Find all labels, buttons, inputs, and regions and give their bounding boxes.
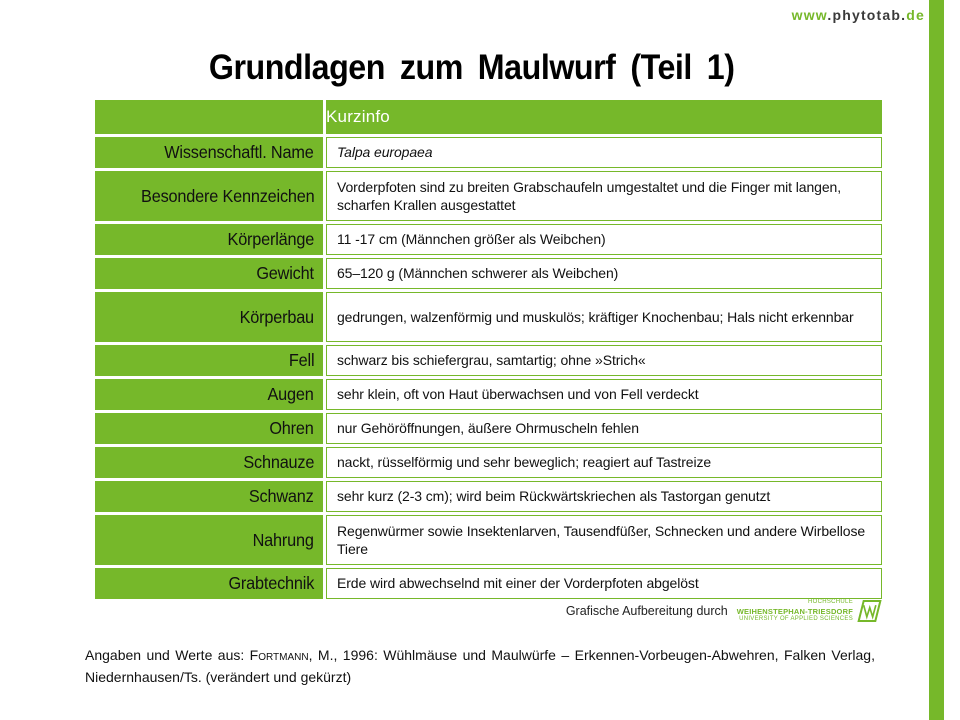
table-row-value: Talpa europaea <box>326 137 882 168</box>
table-row-label: Schwanz <box>95 481 323 512</box>
site-brand <box>792 7 925 23</box>
hswt-w-mark-icon <box>857 599 882 623</box>
table-row-label: Grabtechnik <box>95 568 323 599</box>
table-row-label: Augen <box>95 379 323 410</box>
table-row-label: Körperlänge <box>95 224 323 255</box>
brand-tld: de <box>906 7 925 23</box>
page-title: Grundlagen zum Maulwurf (Teil 1) <box>209 48 735 87</box>
table-row-value: sehr kurz (2-3 cm); wird beim Rückwärtskriechen als Tastorgan genutzt <box>326 481 882 512</box>
hswt-logo <box>737 599 882 623</box>
table-row-label: Nahrung <box>95 515 323 565</box>
table-row-label: Wissenschaftl. Name <box>95 137 323 168</box>
table-row-label: Schnauze <box>95 447 323 478</box>
brand-www: www <box>791 7 828 23</box>
hswt-line2: WEIHENSTEPHAN-TRIESDORF <box>736 606 853 616</box>
right-green-bar <box>929 0 944 720</box>
brand-domain: .phytotab. <box>827 7 907 23</box>
source-rest: , M., 1996: Wühlmäuse und Maulwürfe – Erkennen-Vorbeugen-Abwehren, Falken Verlag, Niedernhausen/Ts. (verändert und gekürzt) <box>85 647 875 685</box>
table-row-value: gedrungen, walzenförmig und muskulös; kräftiger Knochenbau; Hals nicht erkennbar <box>326 292 882 342</box>
source-author: Fortmann <box>249 647 309 663</box>
hswt-line3: UNIVERSITY OF APPLIED SCIENCES <box>739 615 853 622</box>
hswt-logo-text <box>737 599 853 622</box>
table-row-label: Gewicht <box>95 258 323 289</box>
table-row-value: Regenwürmer sowie Insektenlarven, Tausendfüßer, Schnecken und andere Wirbellose Tiere <box>326 515 882 565</box>
table-corner-cell <box>95 100 323 134</box>
info-table <box>95 100 882 599</box>
table-header-label: Kurzinfo <box>326 107 390 126</box>
table-row-value: nur Gehöröffnungen, äußere Ohrmuscheln fehlen <box>326 413 882 444</box>
table-header-kurzinfo <box>326 100 882 134</box>
table-row-value: Erde wird abwechselnd mit einer der Vorderpfoten abgelöst <box>326 568 882 599</box>
credit-row <box>95 596 882 626</box>
table-row-label: Körperbau <box>95 292 323 342</box>
title-wrap <box>0 48 944 88</box>
source-note <box>85 645 875 688</box>
table-row-label: Ohren <box>95 413 323 444</box>
graphics-credit-label: Grafische Aufbereitung durch <box>565 604 728 618</box>
table-row-value: 65–120 g (Männchen schwerer als Weibchen) <box>326 258 882 289</box>
table-row-value: 11 -17 cm (Männchen größer als Weibchen) <box>326 224 882 255</box>
table-row-label: Besondere Kennzeichen <box>95 171 323 221</box>
hswt-line1: HOCHSCHULE <box>807 599 853 606</box>
table-row-value: sehr klein, oft von Haut überwachsen und von Fell verdeckt <box>326 379 882 410</box>
table-row-value: Vorderpfoten sind zu breiten Grabschaufeln umgestaltet und die Finger mit langen, scharfen Krallen ausgestattet <box>326 171 882 221</box>
table-row-value: schwarz bis schiefergrau, samtartig; ohne »Strich« <box>326 345 882 376</box>
table-row-label: Fell <box>95 345 323 376</box>
source-prefix: Angaben und Werte aus: <box>85 647 250 663</box>
table-row-value: nackt, rüsselförmig und sehr beweglich; reagiert auf Tastreize <box>326 447 882 478</box>
